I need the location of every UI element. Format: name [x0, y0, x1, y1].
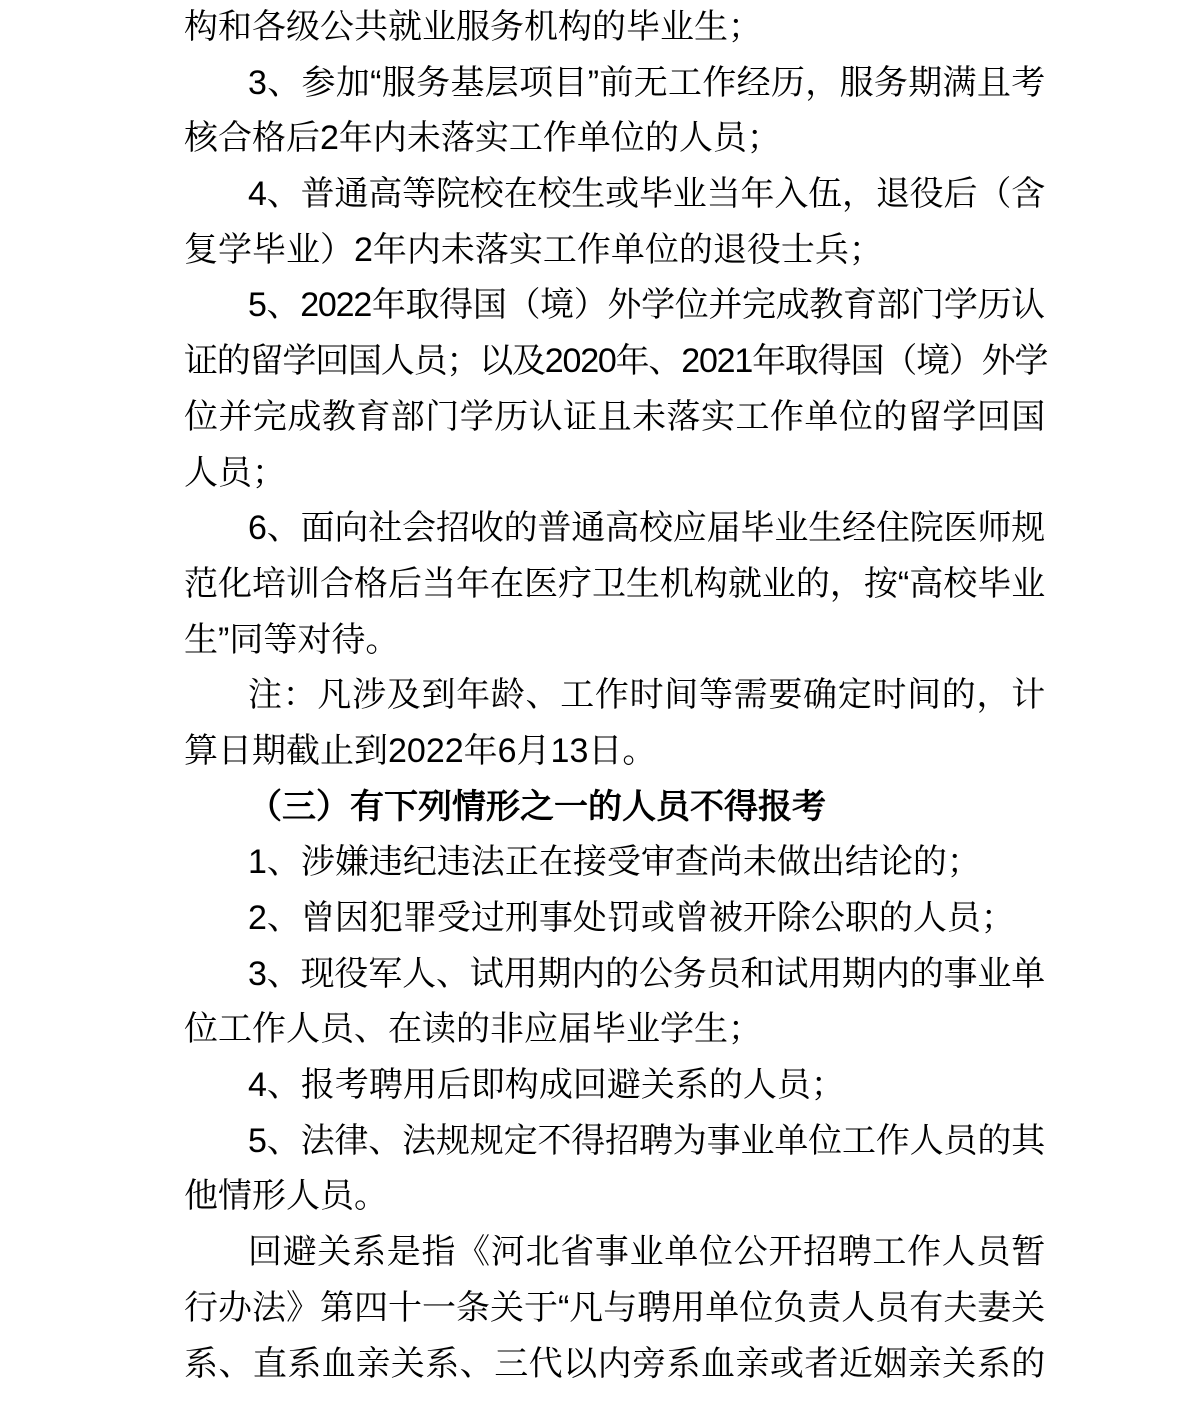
text-line: 核合格后2年内未落实工作单位的人员； — [184, 119, 781, 158]
text-line: 4、报考聘用后即构成回避关系的人员； — [248, 1066, 845, 1105]
section-heading: （三）有下列情形之一的人员不得报考 — [248, 787, 826, 826]
text-line: 复学毕业）2年内未落实工作单位的退役士兵； — [184, 230, 883, 269]
text-line: 4、普通高等院校在校生或毕业当年入伍，退役后（含 — [248, 175, 1044, 214]
text-line: 6、面向社会招收的普通高校应届毕业生经住院医师规 — [248, 509, 1044, 548]
text-line: 5、法律、法规规定不得招聘为事业单位工作人员的其 — [248, 1121, 1044, 1160]
text-line: 位工作人员、在读的非应届毕业学生； — [184, 1010, 762, 1049]
text-line: 算日期截止到2022年6月13日。 — [184, 731, 657, 770]
text-line: 5、2022年取得国（境）外学位并完成教育部门学历认 — [248, 286, 1044, 325]
text-line: 行办法》第四十一条关于“凡与聘用单位负责人员有夫妻关 — [184, 1288, 1044, 1327]
text-line: 人员； — [184, 453, 286, 492]
text-line: 位并完成教育部门学历认证且未落实工作单位的留学回国 — [184, 397, 1044, 436]
text-line: 生”同等对待。 — [184, 620, 400, 659]
text-line: 注：凡涉及到年龄、工作时间等需要确定时间的，计 — [248, 676, 1044, 715]
text-line: 他情形人员。 — [184, 1177, 388, 1216]
text-line: 范化培训合格后当年在医疗卫生机构就业的，按“高校毕业 — [184, 564, 1044, 603]
text-line: 构和各级公共就业服务机构的毕业生； — [184, 8, 762, 46]
text-line: 证的留学回国人员；以及2020年、2021年取得国（境）外学 — [184, 342, 1048, 381]
text-line: 2、曾因犯罪受过刑事处罚或曾被开除公职的人员； — [248, 899, 1015, 937]
text-line: 1、涉嫌违纪违法正在接受审查尚未做出结论的； — [248, 843, 981, 882]
document-text-block — [184, 0, 1048, 1392]
text-line: 回避关系是指《河北省事业单位公开招聘工作人员暂 — [248, 1233, 1044, 1272]
text-line: 3、现役军人、试用期内的公务员和试用期内的事业单 — [248, 954, 1044, 993]
text-line: 系、直系血亲关系、三代以内旁系血亲或者近姻亲关系的 — [184, 1344, 1044, 1383]
text-line: 3、参加“服务基层项目”前无工作经历，服务期满且考 — [248, 63, 1044, 102]
